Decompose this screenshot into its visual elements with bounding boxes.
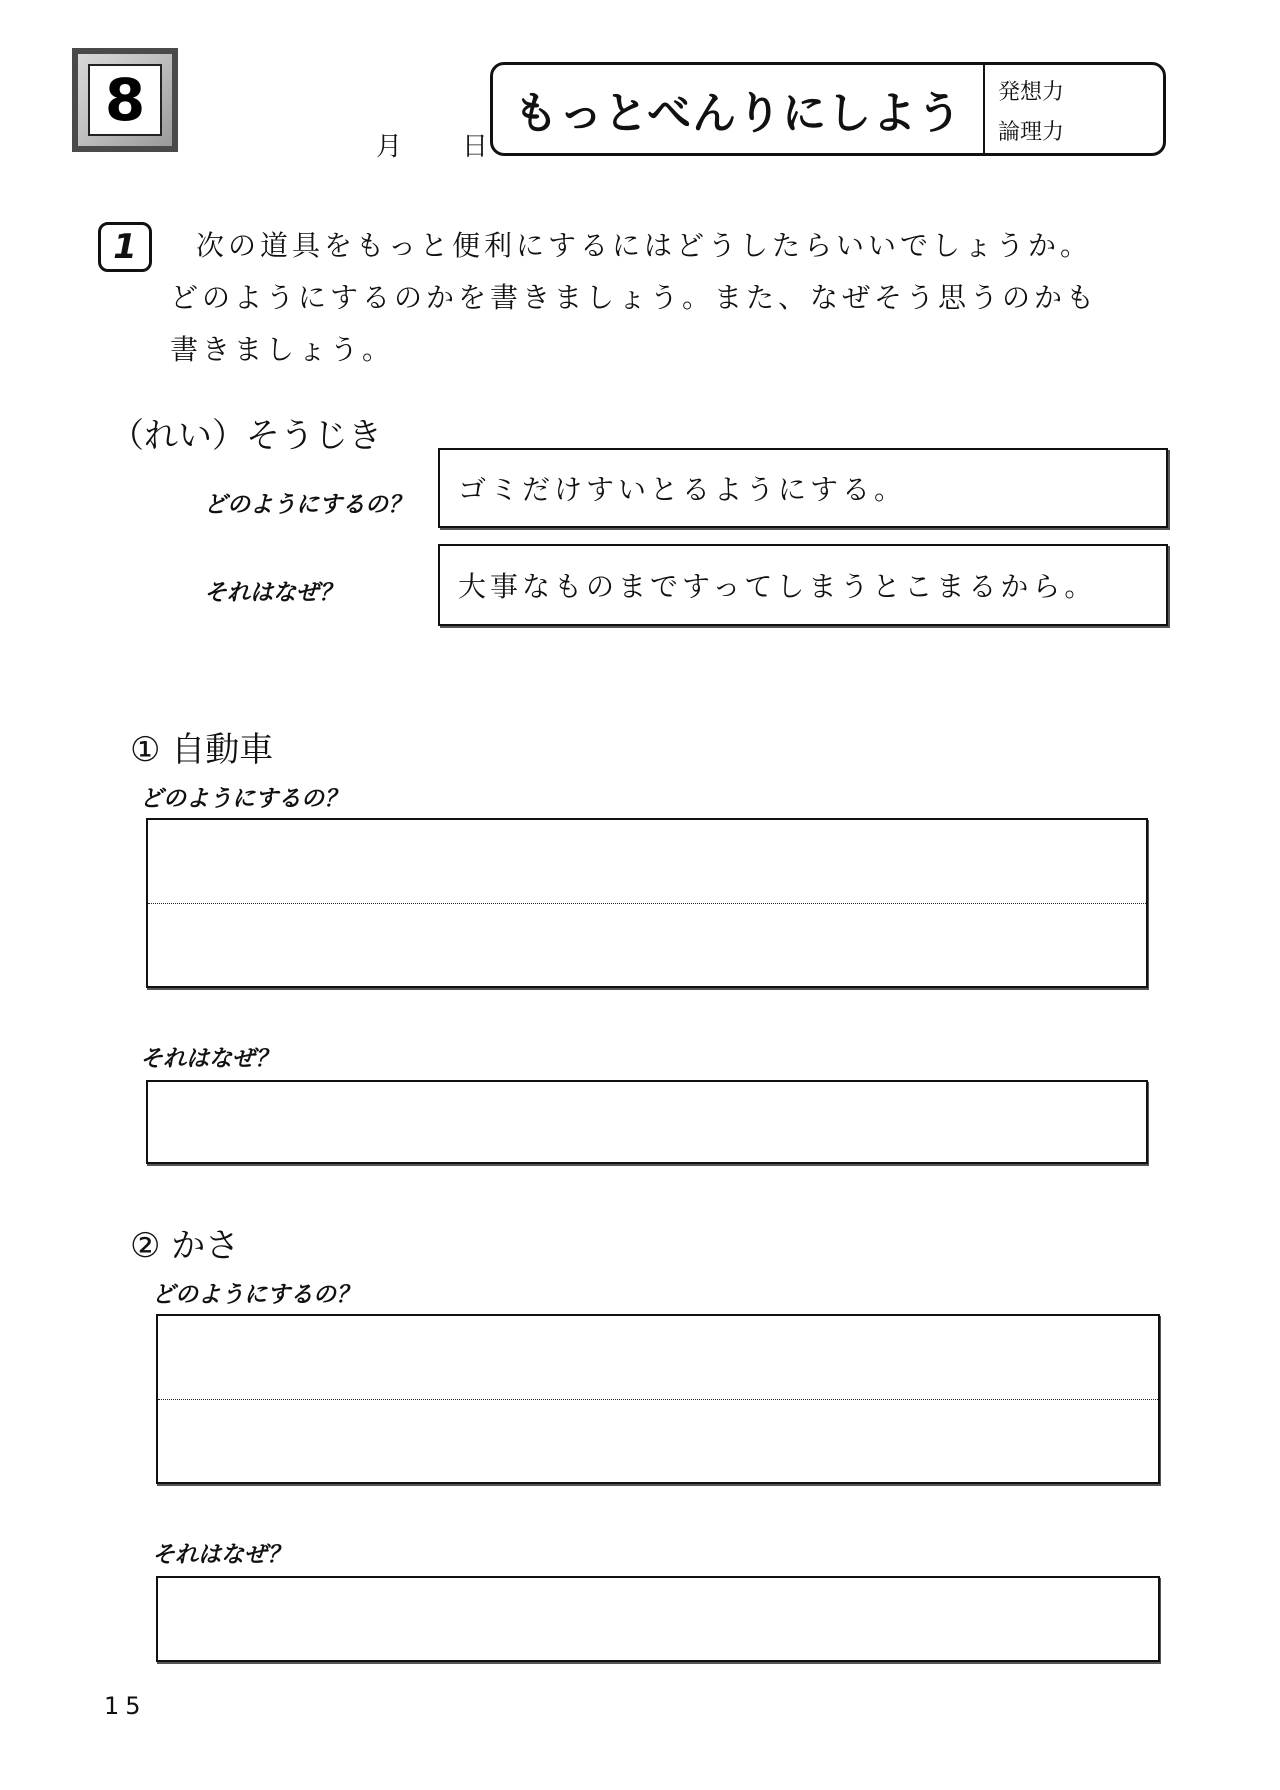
item-car-how-label: どのようにするの？ [140,786,347,812]
page-title: もっとべんりにしよう [493,65,985,153]
item-umbrella-how-answer-box[interactable] [156,1314,1160,1484]
example-how-label: どのようにするの？ [204,492,411,518]
item-umbrella-why-label: それはなぜ？ [152,1542,290,1568]
question-number-marker: 1 [98,222,152,272]
instruction-line-2: どのようにするのかを書きましょう。また、なぜそう思うのかも [170,281,1099,314]
skill-label-2: 論理力 [998,120,1065,145]
day-label: 日 [462,132,489,162]
page-number: 15 [104,1692,147,1720]
writing-guide-line [158,1399,1158,1400]
example-how-answer-box [438,448,1168,528]
item-title-car: ① 自動車 [130,730,274,770]
item-umbrella-how-label: どのようにするの？ [152,1282,359,1308]
writing-guide-line [148,903,1146,904]
item-car-why-label: それはなぜ？ [140,1046,278,1072]
title-box [490,62,1166,156]
example-how-answer: ゴミだけすいとるようにする。 [458,473,907,506]
item-car-why-answer-box[interactable] [146,1080,1148,1164]
example-why-answer-box [438,544,1168,626]
lesson-number: 8 [88,64,162,136]
item-car-how-answer-box[interactable] [146,818,1148,988]
lesson-number-badge [72,48,178,152]
example-why-answer: 大事なものまですってしまうとこまるから。 [458,570,1097,603]
item-umbrella-why-answer-box[interactable] [156,1576,1160,1662]
skill-label-1: 発想力 [998,80,1065,105]
instruction-line-3: 書きましょう。 [170,333,395,366]
month-label: 月 [376,132,403,162]
example-why-label: それはなぜ？ [204,580,342,606]
instruction-line-1: 次の道具をもっと便利にするにはどうしたらいいでしょうか。 [196,229,1093,262]
item-title-umbrella: ② かさ [130,1226,240,1266]
example-title: （れい）そうじき [110,416,382,456]
